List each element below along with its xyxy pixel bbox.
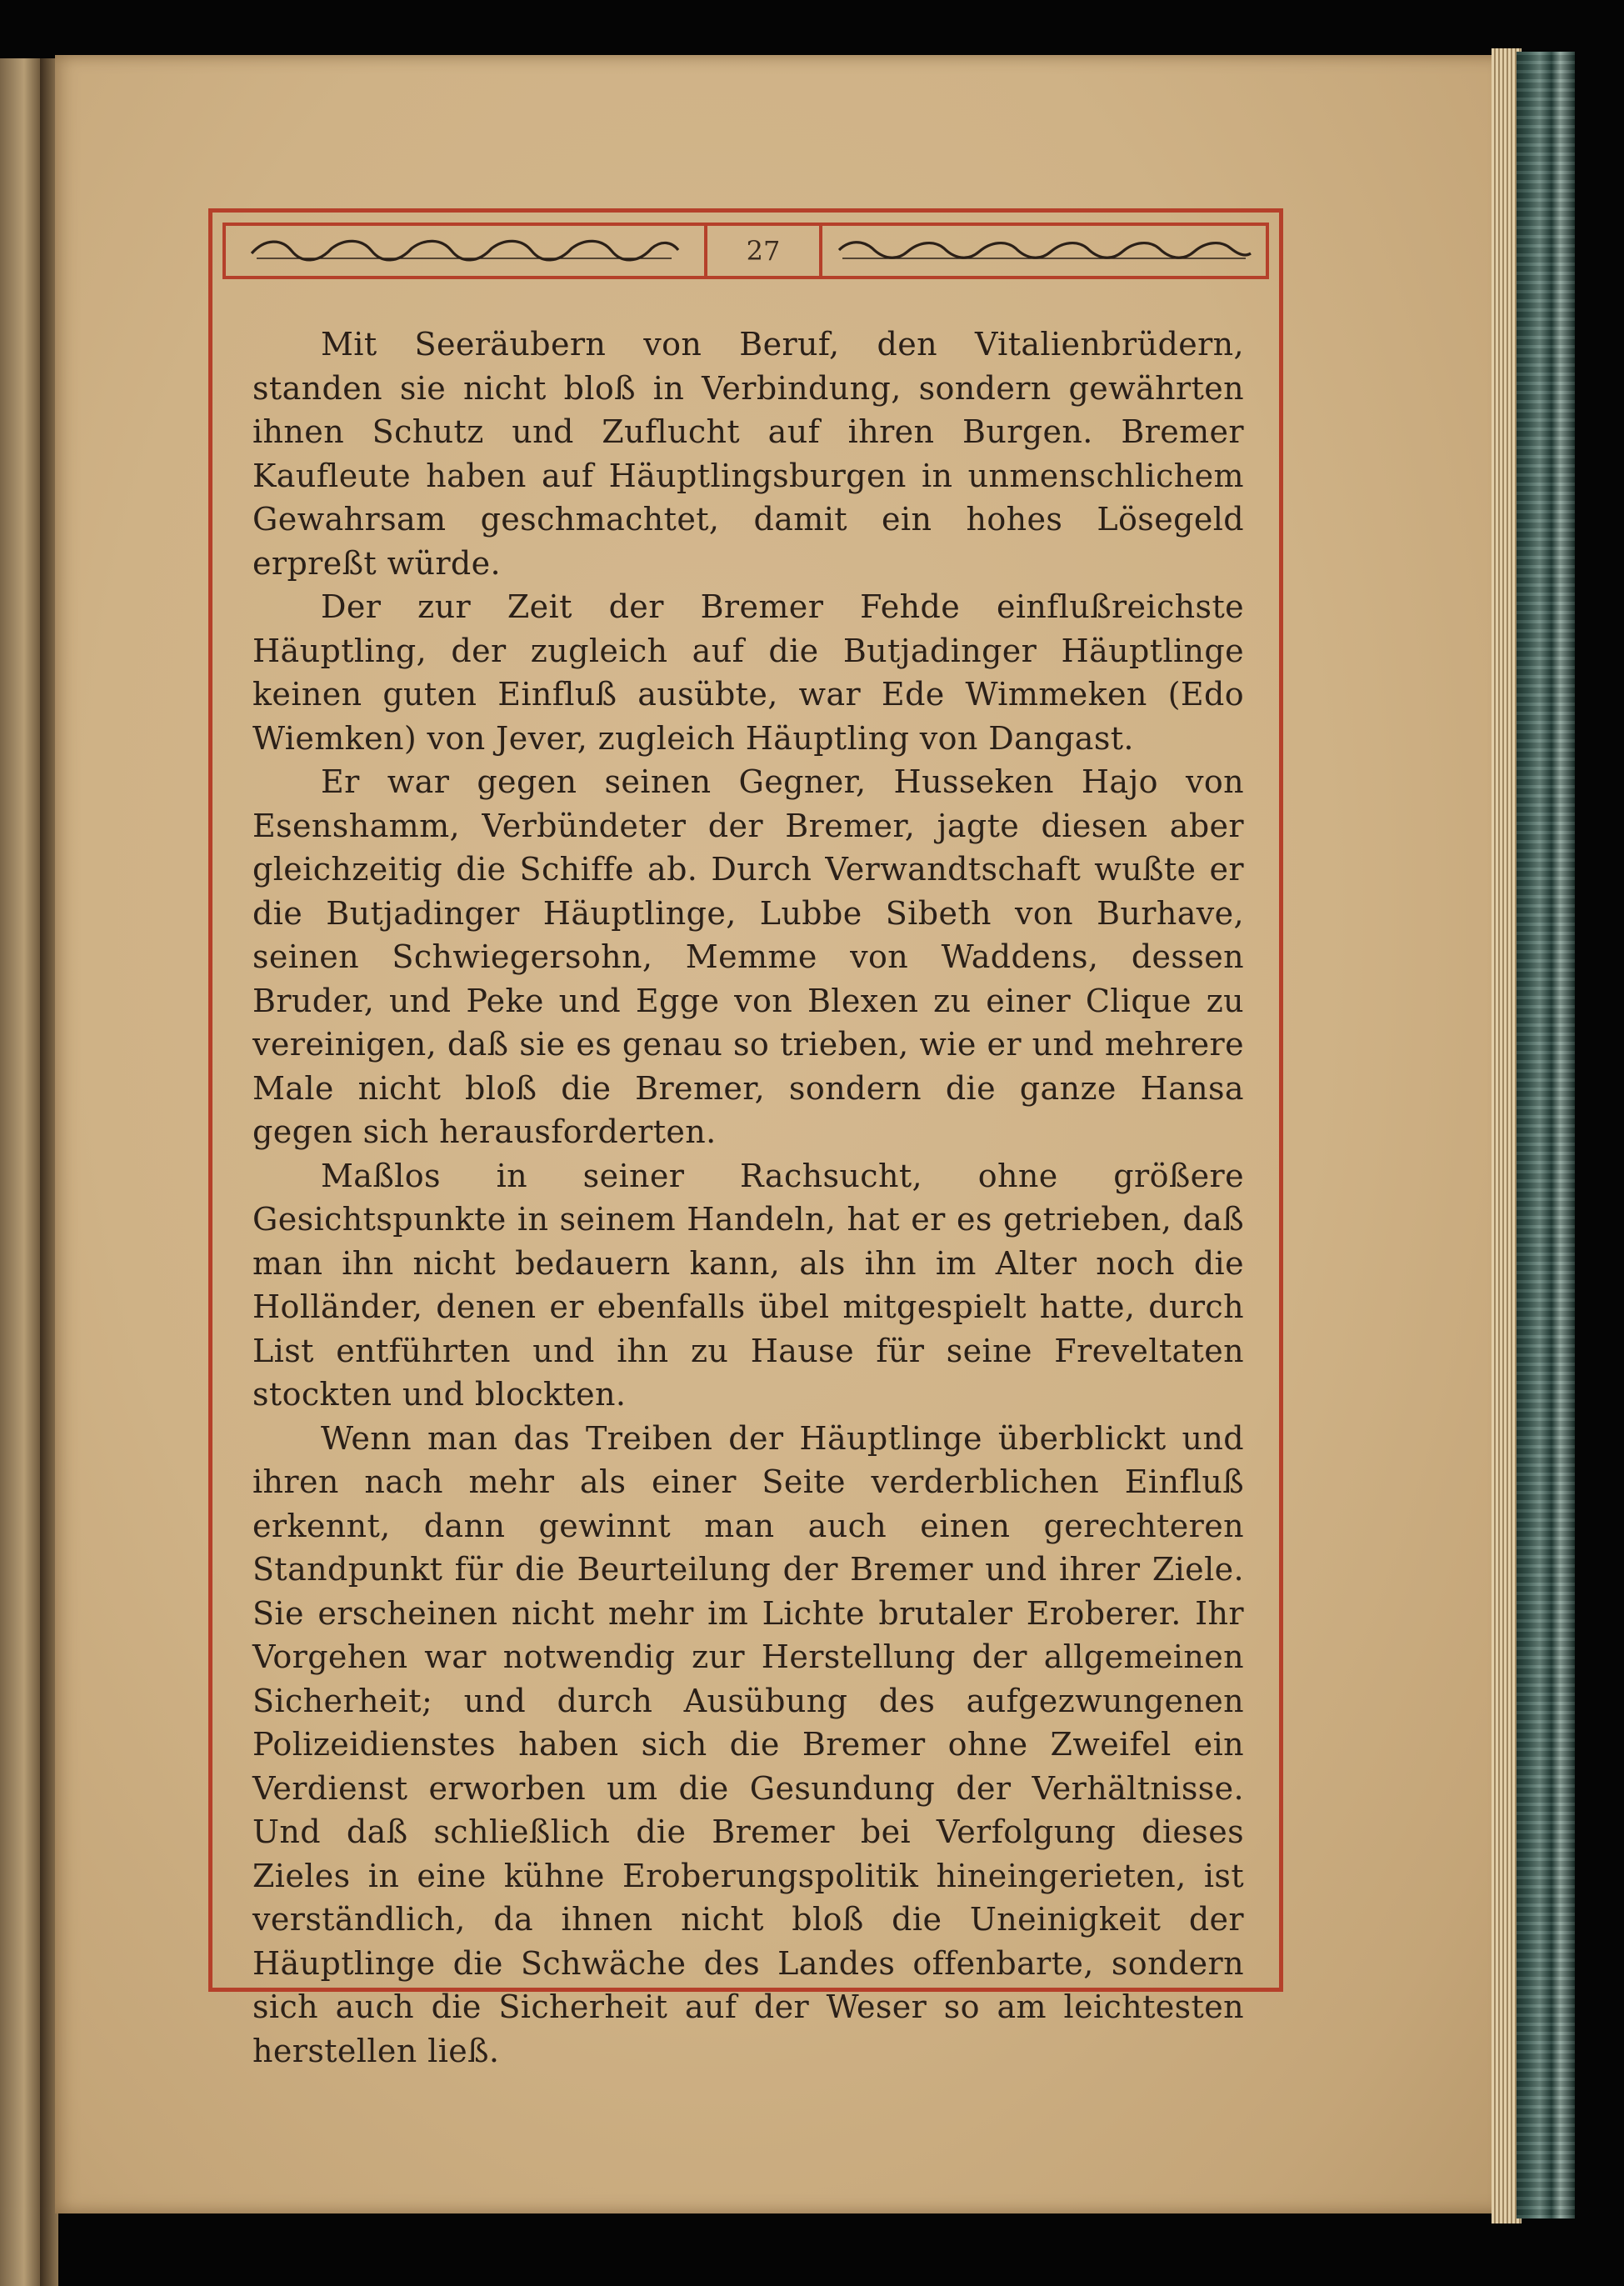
header-right-ornament-cell <box>822 226 1266 276</box>
left-wave-ornament-icon <box>248 237 682 265</box>
page-number: 27 <box>746 235 781 267</box>
red-border-frame <box>208 208 1283 2069</box>
paragraph-1: Mit Seeräubern von Beruf, den Vitalienbrüdern, standen sie nicht bloß in Verbindung, sondern gewährten ihnen Schutz und Zuflucht auf ihren Burgen. Bremer Kaufleute haben auf Häuptlingsburgen in unmenschlichem Gewahrsam geschmachtet, damit ein hohes Lösegeld erpreßt würde. <box>252 326 1244 582</box>
paragraph-2: Der zur Zeit der Bremer Fehde einflußreichste Häuptling, der zugleich auf die Butjadinger Häuptlinge keinen guten Einfluß ausübte, war Ede Wimmeken (Edo Wiemken) von Jever, zugleich Häuptling von Dangast. <box>252 588 1244 757</box>
paragraph-3: Er war gegen seinen Gegner, Husseken Hajo von Esenshamm, Verbündeter der Bremer, jagte diesen aber gleichzeitig die Schiffe ab. Durch Verwandtschaft wußte er die Butjadinger Häuptlinge, Lubbe Sibeth von Burhave, seinen Schwiegersohn, Memme von Waddens, dessen Bruder, und Peke und Egge von Blexen zu einer Clique zu vereinigen, daß sie es genau so trieben, wie er und mehrere Male nicht bloß die Bremer, sondern die ganze Hansa gegen sich herausforderten. <box>252 763 1244 1150</box>
page-body-text <box>252 323 1244 2073</box>
running-header <box>222 223 1269 279</box>
header-left-ornament-cell <box>226 226 707 276</box>
paragraph-4: Maßlos in seiner Rachsucht, ohne größere Gesichtspunkte in seinem Handeln, hat er es getrieben, daß man ihn nicht bedauern kann, als ihn im Alter noch die Holländer, denen er ebenfalls übel mitgespielt hatte, durch List entführten und ihn zu Hause für seine Freveltaten stockten und blockten. <box>252 1157 1244 1413</box>
paragraph-5: Wenn man das Treiben der Häuptlinge überblickt und ihren nach mehr als einer Seite verderblichen Einfluß erkennt, dann gewinnt man auch einen gerechteren Standpunkt für die Beurteilung der Bremer und ihrer Ziele. Sie erscheinen nicht mehr im Lichte brutaler Eroberer. Ihr Vorgehen war notwendig zur Herstellung der allgemeinen Sicherheit; und durch Ausübung des aufgezwungenen Polizeidienstes haben sich die Bremer ohne Zweifel ein Verdienst erworben um die Gesundung der Verhältnisse. Und daß schließlich die Bremer bei Verfolgung dieses Zieles in eine kühne Eroberungspolitik hineingerieten, ist verständlich, da ihnen nicht bloß die Uneinigkeit der Häuptlinge die Schwäche des Landes offenbarte, sondern sich auch die Sicherheit auf der Weser so am leichtesten herstellen ließ. <box>252 1419 1244 2069</box>
marbled-cover-edge <box>1517 52 1575 2218</box>
right-wave-ornament-icon <box>836 237 1252 265</box>
header-page-number-cell <box>707 226 822 276</box>
previous-page-edge <box>0 58 40 2286</box>
